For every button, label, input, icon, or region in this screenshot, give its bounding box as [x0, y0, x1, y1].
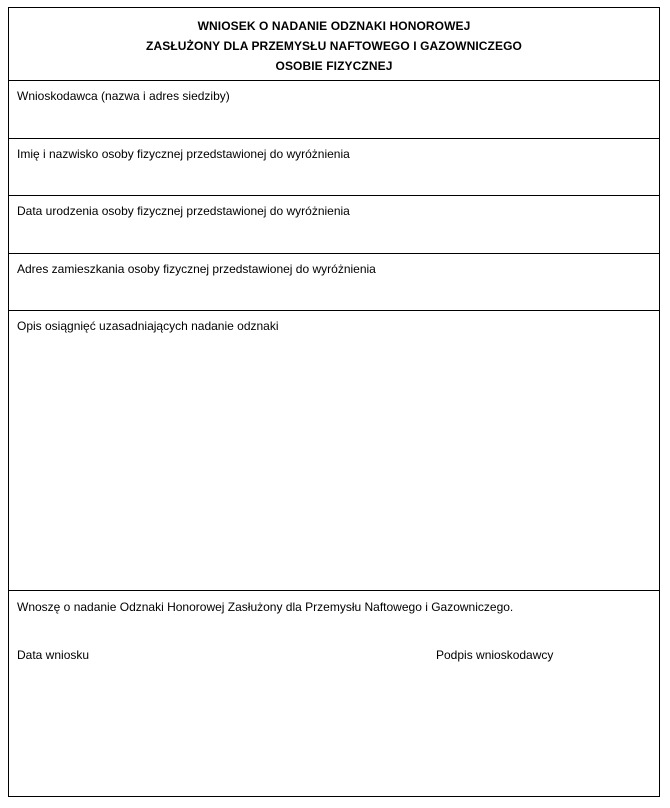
form-title-line-1: WNIOSEK O NADANIE ODZNAKI HONOROWEJ	[197, 19, 471, 33]
applicant-signature-label: Podpis wnioskodawcy	[436, 648, 554, 662]
address-label: Adres zamieszkania osoby fizycznej przedstawionej do wyróżnienia	[17, 262, 376, 276]
achievements-label: Opis osiągnięć uzasadniających nadanie odznaki	[17, 319, 279, 333]
applicant-field[interactable]	[9, 81, 659, 139]
request-section	[9, 591, 659, 796]
person-name-label: Imię i nazwisko osoby fizycznej przedstawionej do wyróżnienia	[17, 147, 350, 161]
application-form	[8, 7, 660, 797]
birth-date-label: Data urodzenia osoby fizycznej przedstawionej do wyróżnienia	[17, 204, 350, 218]
achievements-field[interactable]	[9, 311, 659, 591]
birth-date-field[interactable]	[9, 196, 659, 254]
form-title-line-3: OSOBIE FIZYCZNEJ	[275, 59, 393, 73]
form-title-line-2: ZASŁUŻONY DLA PRZEMYSŁU NAFTOWEGO I GAZOWNICZEGO	[146, 39, 522, 53]
person-name-field[interactable]	[9, 139, 659, 196]
address-field[interactable]	[9, 254, 659, 311]
form-header	[9, 8, 659, 81]
application-date-label: Data wniosku	[17, 648, 90, 662]
request-statement: Wnoszę o nadanie Odznaki Honorowej Zasłużony dla Przemysłu Naftowego i Gazowniczego.	[17, 600, 514, 614]
applicant-label: Wnioskodawca (nazwa i adres siedziby)	[17, 89, 230, 103]
